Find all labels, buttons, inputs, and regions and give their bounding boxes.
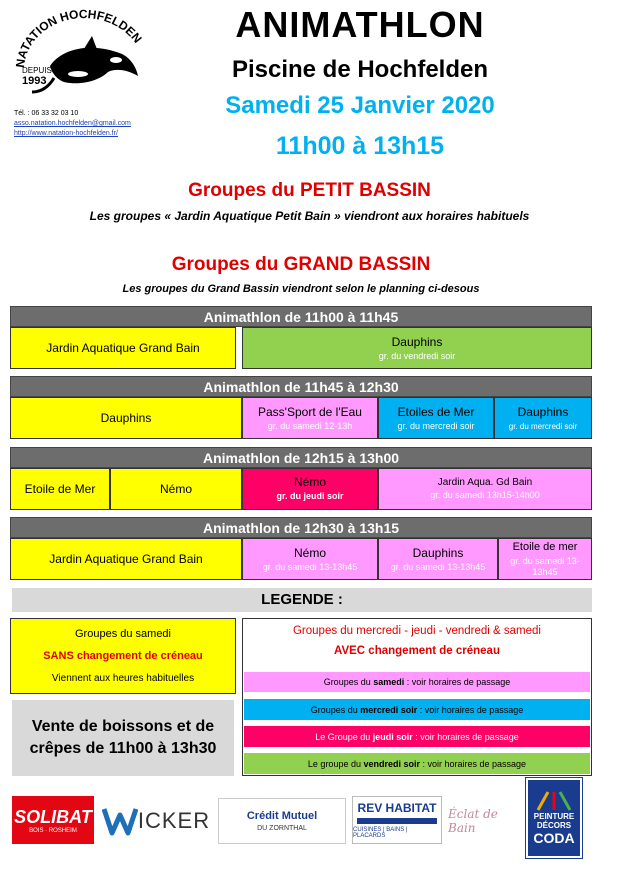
petit-bassin-note: Les groupes « Jardin Aquatique Petit Bain » viendront aux horaires habituels xyxy=(89,209,530,223)
legend-row-wednesday xyxy=(244,699,590,720)
petit-bassin-title: Groupes du PETIT BASSIN xyxy=(188,180,431,201)
cell-main: Dauphins xyxy=(100,411,152,425)
slot-2-cell-3 xyxy=(378,397,494,439)
legend-row-saturday xyxy=(244,672,590,692)
slot-4-cell-1 xyxy=(10,538,242,580)
cell-main: Némo xyxy=(293,545,326,560)
legend-row-pre: Groupes du xyxy=(323,677,374,687)
sponsor-credit-name: Crédit Mutuel xyxy=(246,810,318,822)
sponsor-rev-sub: CUISINES | BAINS | PLACARDS xyxy=(353,827,408,839)
slot-4-cell-2 xyxy=(242,538,378,580)
slot-2-cell-4 xyxy=(494,397,592,439)
sponsor-wicker-logo xyxy=(100,798,212,844)
slot-1-cell-2 xyxy=(242,327,592,369)
slot-1-cell-1 xyxy=(10,327,236,369)
cell-sub: gr. du samedi 13h15-14h00 xyxy=(430,490,540,500)
slot-3-cell-3 xyxy=(242,468,378,510)
club-phone: Tél. : 06 33 32 03 10 xyxy=(14,110,79,117)
cell-main: Jardin Aqua. Gd Bain xyxy=(437,477,533,488)
cell-main: Dauphins xyxy=(391,334,443,349)
legend-row-bold: vendredi soir xyxy=(363,758,420,769)
legend-saturday-line3: Viennent aux heures habituelles xyxy=(51,672,195,684)
cell-main: Némo xyxy=(159,482,192,496)
cell-main: Pass'Sport de l'Eau xyxy=(258,404,362,419)
sponsor-solibat-logo xyxy=(12,796,94,844)
slot-4-header: Animathlon de 12h30 à 13h15 xyxy=(10,517,592,538)
slot-3-cell-4 xyxy=(378,468,592,510)
drinks-box xyxy=(12,700,234,776)
cell-sub: gr. du samedi 13-13h45 xyxy=(390,561,486,572)
sponsor-coda-logo xyxy=(526,778,582,858)
slot-3-cell-1 xyxy=(10,468,110,510)
slot-4-cell-4 xyxy=(498,538,592,580)
drinks-text: Vente de boissons et de crêpes de 11h00 à 13h30 xyxy=(29,718,217,757)
legend-row-bold: samedi xyxy=(373,677,405,687)
cell-sub: gr. du mercredi soir xyxy=(397,420,475,431)
logo-since: DEPUIS xyxy=(22,66,52,75)
cell-main: Jardin Aquatique Grand Bain xyxy=(49,552,203,566)
legend-saturday-line1: Groupes du samedi xyxy=(75,628,171,641)
slot-2-header: Animathlon de 11h45 à 12h30 xyxy=(10,376,592,397)
legend-title: LEGENDE : xyxy=(12,588,592,612)
sponsor-credit-mutuel-logo xyxy=(218,798,346,844)
slot-2-cell-1 xyxy=(10,397,242,439)
sponsor-wicker-name: ICKER xyxy=(137,808,211,833)
slot-3-cell-2 xyxy=(110,468,242,510)
legend-saturday-box xyxy=(10,618,236,694)
slot-2-cell-2 xyxy=(242,397,378,439)
sponsor-coda-line1: PEINTURE xyxy=(533,812,575,821)
logo-club-name: NATATION HOCHFELDEN xyxy=(12,8,145,69)
cell-main: Etoile de Mer xyxy=(24,482,96,496)
legend-row-post: : voir horaires de passage xyxy=(420,758,527,769)
sponsor-eclat-logo xyxy=(448,798,518,844)
legend-row-thursday xyxy=(244,726,590,747)
wicker-w-icon xyxy=(102,803,138,839)
sponsor-rev-habitat-logo xyxy=(352,796,442,844)
event-date: Samedi 25 Janvier 2020 xyxy=(225,92,495,119)
slot-3-header: Animathlon de 12h15 à 13h00 xyxy=(10,447,592,468)
slot-1-header: Animathlon de 11h00 à 11h45 xyxy=(10,306,592,327)
legend-row-bold: jeudi soir xyxy=(372,731,413,742)
sponsor-credit-sub: DU ZORNTHAL xyxy=(257,825,307,832)
cell-main: Jardin Aquatique Grand Bain xyxy=(46,341,200,355)
legend-row-friday xyxy=(244,753,590,774)
legend-row-bold: mercredi soir xyxy=(360,704,418,715)
sponsor-solibat-sub: BOIS · ROSHEIM xyxy=(29,827,77,834)
event-time: 11h00 à 13h15 xyxy=(275,132,445,160)
cell-sub: gr. du samedi 13-13h45 xyxy=(262,561,358,572)
club-email[interactable]: asso.natation.hochfelden@gmail.com xyxy=(14,120,131,127)
logo-year: 1993 xyxy=(22,75,47,87)
legend-row-post: : voir horaires de passage xyxy=(412,731,519,742)
legend-saturday-line2: SANS changement de créneau xyxy=(43,650,203,663)
cell-main: Dauphins xyxy=(412,545,464,560)
club-logo xyxy=(12,8,152,108)
legend-changed-line2: AVEC changement de créneau xyxy=(334,645,500,657)
legend-row-pre: Groupes du xyxy=(310,704,361,715)
event-venue: Piscine de Hochfelden xyxy=(231,56,489,83)
sponsor-solibat-name: SOLIBAT xyxy=(14,806,92,827)
event-title: ANIMATHLON xyxy=(235,4,485,45)
cell-sub: gr. du vendredi soir xyxy=(378,350,456,361)
sponsor-coda-line3: CODA xyxy=(533,830,575,846)
cell-main: Némo xyxy=(293,475,326,489)
cell-main: Etoiles de Mer xyxy=(397,404,475,419)
paint-brushes-icon xyxy=(532,790,576,812)
sponsor-eclat-name: Éclat de Bain xyxy=(448,807,498,835)
club-website[interactable]: http://www.natation-hochfelden.fr/ xyxy=(14,130,118,137)
legend-row-post: : voir horaires de passage xyxy=(404,677,511,687)
rev-divider xyxy=(357,818,437,824)
cell-main: Etoile de mer xyxy=(512,541,578,553)
legend-row-post: : voir horaires de passage xyxy=(417,704,524,715)
legend-changed-line1: Groupes du mercredi - jeudi - vendredi & samedi xyxy=(292,625,541,637)
cell-sub: gr. du jeudi soir xyxy=(276,491,344,501)
legend-row-pre: Le Groupe du xyxy=(315,731,373,742)
cell-main: Dauphins xyxy=(517,404,569,419)
grand-bassin-note: Les groupes du Grand Bassin viendront selon le planning ci-desous xyxy=(122,283,480,295)
cell-sub: gr. du samedi 12-13h xyxy=(267,420,353,431)
cell-sub: gr. du samedi 13-13h45 xyxy=(510,556,580,577)
grand-bassin-title: Groupes du GRAND BASSIN xyxy=(171,254,431,275)
slot-4-cell-3 xyxy=(378,538,498,580)
sponsor-rev-name: REV HABITAT xyxy=(357,801,437,815)
cell-sub: gr. du mercredi soir xyxy=(508,421,578,431)
sponsor-coda-line2: DÉCORS xyxy=(536,821,572,830)
legend-row-pre: Le groupe du xyxy=(307,758,364,769)
